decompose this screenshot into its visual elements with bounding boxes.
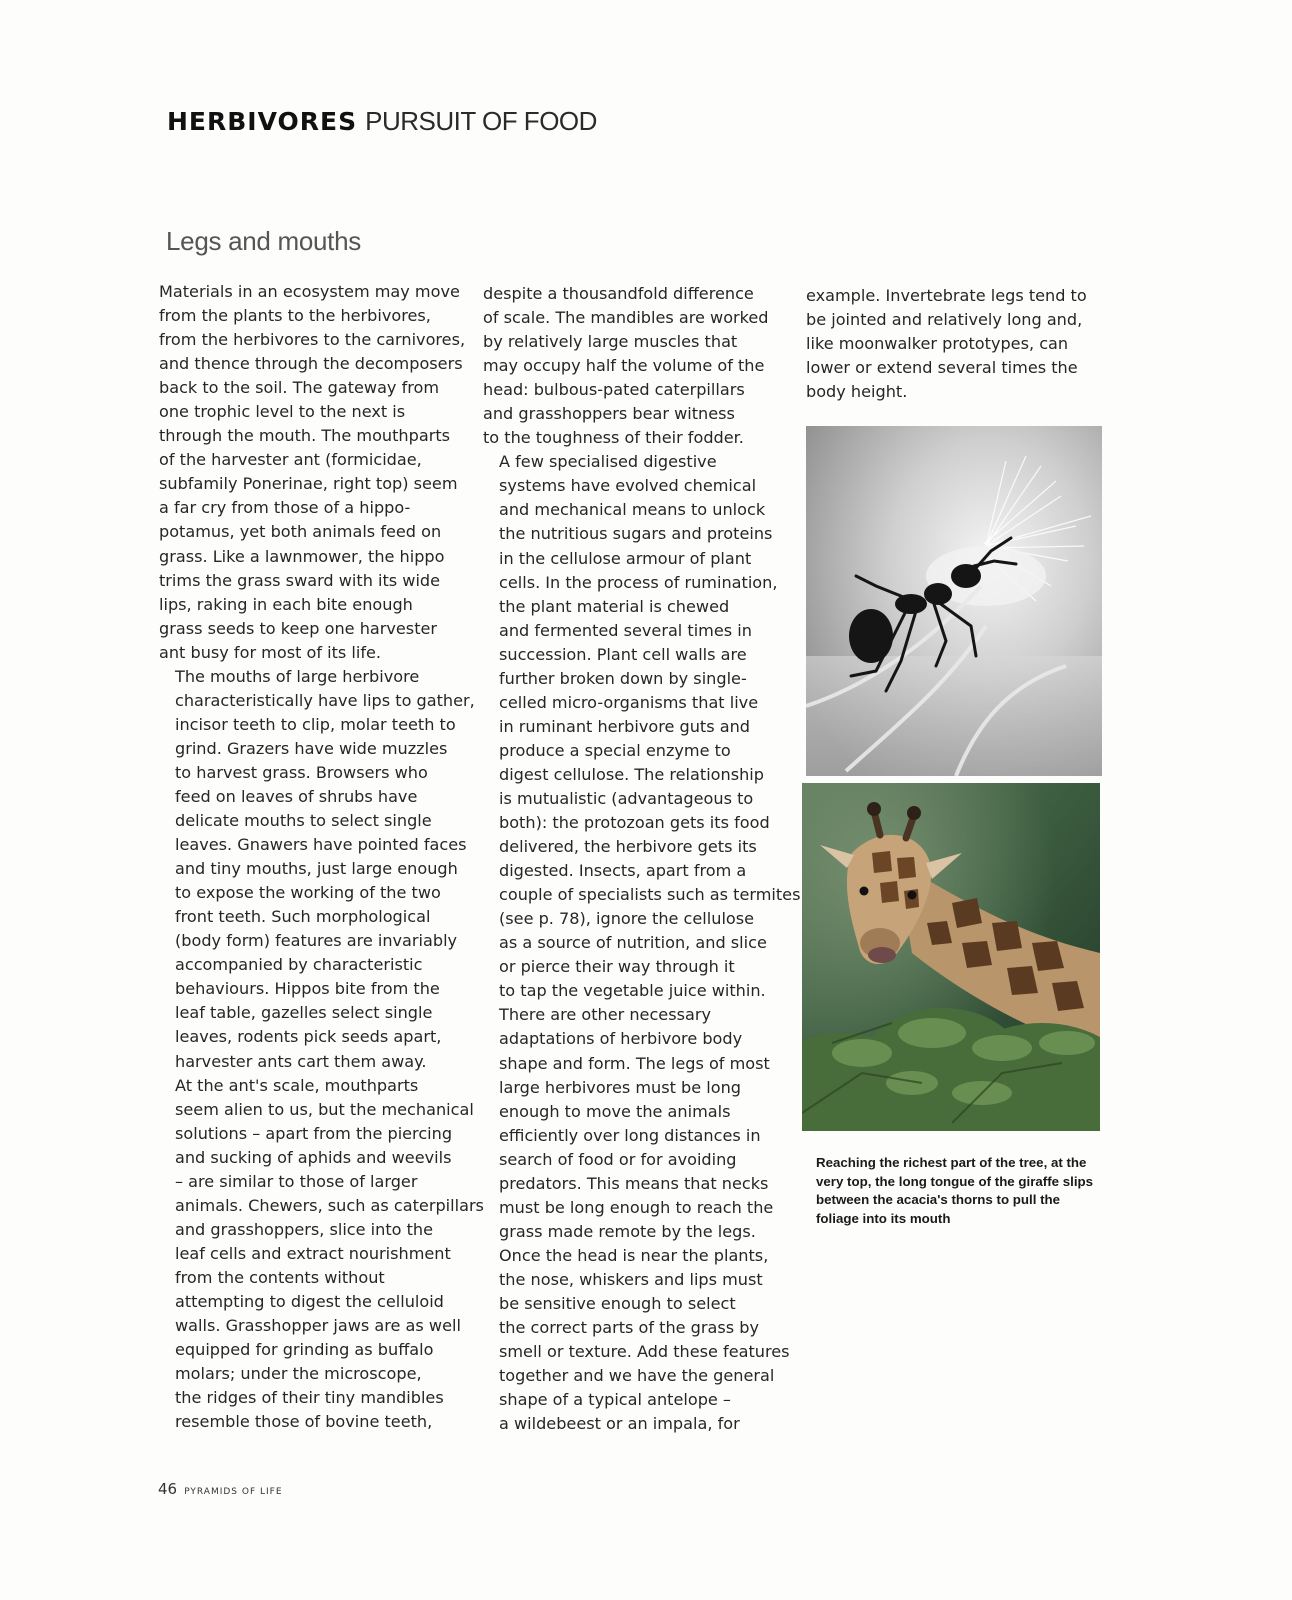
photo-caption: [816, 1154, 1116, 1228]
paragraph: [483, 1003, 788, 1436]
text-line: digested. Insects, apart from a: [499, 861, 747, 881]
text-line: grind. Grazers have wide muzzles: [175, 738, 448, 758]
text-line: predators. This means that necks: [499, 1173, 769, 1193]
text-line: the nose, whiskers and lips must: [499, 1269, 763, 1289]
paragraph: [159, 280, 469, 665]
text-line: must be long enough to reach the: [499, 1197, 774, 1217]
text-line: solutions – apart from the piercing: [175, 1123, 453, 1143]
text-line: search of food or for avoiding: [499, 1149, 737, 1169]
text-line: delicate mouths to select single: [175, 811, 432, 831]
text-line: lower or extend several times the: [806, 358, 1078, 378]
text-line: efficiently over long distances in: [499, 1125, 761, 1145]
text-line: seem alien to us, but the mechanical: [175, 1099, 474, 1119]
text-line: head: bulbous-pated caterpillars: [483, 380, 745, 400]
text-line: incisor teeth to clip, molar teeth to: [175, 714, 456, 734]
text-line: in ruminant herbivore guts and: [499, 716, 751, 736]
text-line: grass made remote by the legs.: [499, 1221, 756, 1241]
text-line: and mechanical means to unlock: [499, 500, 766, 520]
text-line: both): the protozoan gets its food: [499, 813, 770, 833]
text-line: the correct parts of the grass by: [499, 1318, 759, 1338]
text-line: systems have evolved chemical: [499, 476, 757, 496]
text-line: A few specialised digestive: [499, 452, 717, 472]
text-line: leaves, rodents pick seeds apart,: [175, 1027, 442, 1047]
text-line: is mutualistic (advantageous to: [499, 788, 754, 808]
text-line: one trophic level to the next is: [159, 402, 406, 422]
text-column-1: [159, 280, 484, 1434]
text-line: the plant material is chewed: [499, 596, 730, 616]
text-line: animals. Chewers, such as caterpillars: [175, 1195, 484, 1215]
header-section: HERBIVORES: [167, 107, 358, 136]
text-line: behaviours. Hippos bite from the: [175, 979, 440, 999]
paragraph: [483, 450, 801, 1003]
running-header: [167, 108, 597, 134]
text-line: back to the soil. The gateway from: [159, 378, 440, 398]
text-line: The mouths of large herbivore: [175, 666, 420, 686]
text-line: through the mouth. The mouthparts: [159, 426, 451, 446]
text-line: characteristically have lips to gather,: [175, 690, 475, 710]
text-line: – are similar to those of larger: [175, 1171, 418, 1191]
text-column-2: [483, 282, 801, 1436]
text-line: Once the head is near the plants,: [499, 1245, 769, 1265]
text-line: resemble those of bovine teeth,: [175, 1412, 433, 1432]
text-line: enough to move the animals: [499, 1101, 731, 1121]
giraffe-photo: [802, 783, 1100, 1131]
text-line: produce a special enzyme to: [499, 740, 731, 760]
text-line: leaves. Gnawers have pointed faces: [175, 835, 467, 855]
text-line: in the cellulose armour of plant: [499, 548, 752, 568]
text-line: At the ant's scale, mouthparts: [175, 1075, 419, 1095]
text-line: of the harvester ant (formicidae,: [159, 450, 422, 470]
header-subsection: PURSUIT OF FOOD: [365, 106, 597, 136]
text-line: digest cellulose. The relationship: [499, 764, 764, 784]
paragraph: [159, 665, 475, 1074]
text-line: harvester ants cart them away.: [175, 1051, 427, 1071]
text-line: or pierce their way through it: [499, 957, 735, 977]
text-line: grass. Like a lawnmower, the hippo: [159, 546, 445, 566]
text-line: leaf cells and extract nourishment: [175, 1243, 451, 1263]
text-line: molars; under the microscope,: [175, 1364, 422, 1384]
text-line: (see p. 78), ignore the cellulose: [499, 909, 755, 929]
text-line: lips, raking in each bite enough: [159, 594, 413, 614]
text-line: shape and form. The legs of most: [499, 1053, 770, 1073]
text-line: walls. Grasshopper jaws are as well: [175, 1316, 461, 1336]
text-line: subfamily Ponerinae, right top) seem: [159, 474, 458, 494]
text-line: example. Invertebrate legs tend to: [806, 286, 1087, 305]
text-line: like moonwalker prototypes, can: [806, 334, 1069, 354]
text-line: ant busy for most of its life.: [159, 642, 382, 662]
text-line: by relatively large muscles that: [483, 332, 738, 352]
text-line: succession. Plant cell walls are: [499, 644, 747, 664]
text-line: grass seeds to keep one harvester: [159, 618, 438, 638]
paragraph: [483, 282, 788, 450]
paragraph: [159, 1074, 484, 1435]
text-line: delivered, the herbivore gets its: [499, 837, 757, 857]
text-line: to tap the vegetable juice within.: [499, 981, 766, 1001]
text-line: and thence through the decomposers: [159, 354, 463, 374]
caption-line: Reaching the richest part of the tree, at the: [816, 1155, 1087, 1170]
text-line: further broken down by single-: [499, 668, 747, 688]
text-line: a wildebeest or an impala, for: [499, 1414, 740, 1434]
text-line: large herbivores must be long: [499, 1077, 741, 1097]
ant-photo: [806, 426, 1102, 776]
text-line: front teeth. Such morphological: [175, 907, 431, 927]
text-line: Materials in an ecosystem may move: [159, 282, 460, 301]
text-line: from the herbivores to the carnivores,: [159, 330, 466, 350]
caption-line: very top, the long tongue of the giraffe slips: [816, 1173, 1094, 1189]
text-line: adaptations of herbivore body: [499, 1029, 743, 1049]
text-line: and grasshoppers bear witness: [483, 404, 735, 424]
text-line: from the contents without: [175, 1267, 385, 1287]
text-line: a far cry from those of a hippo-: [159, 498, 411, 518]
text-line: to the toughness of their fodder.: [483, 428, 744, 448]
text-line: and grasshoppers, slice into the: [175, 1219, 434, 1239]
text-line: the ridges of their tiny mandibles: [175, 1388, 444, 1408]
page-footer: [158, 1479, 283, 1498]
text-line: the nutritious sugars and proteins: [499, 524, 773, 544]
text-line: and sucking of aphids and weevils: [175, 1147, 452, 1167]
text-line: equipped for grinding as buffalo: [175, 1340, 434, 1360]
text-line: feed on leaves of shrubs have: [175, 786, 418, 806]
text-column-3: [806, 284, 1106, 404]
text-line: leaf table, gazelles select single: [175, 1003, 433, 1023]
text-line: be sensitive enough to select: [499, 1293, 736, 1313]
text-line: celled micro-organisms that live: [499, 692, 759, 712]
caption-line: foliage into its mouth: [816, 1210, 951, 1226]
caption-line: between the acacia's thorns to pull the: [816, 1192, 1061, 1207]
text-line: as a source of nutrition, and slice: [499, 933, 767, 953]
text-line: of scale. The mandibles are worked: [483, 308, 769, 328]
text-line: to expose the working of the two: [175, 883, 441, 903]
paragraph: [806, 284, 1106, 404]
book-title: PYRAMIDS OF LIFE: [184, 1487, 283, 1497]
text-line: and fermented several times in: [499, 620, 752, 640]
text-line: accompanied by characteristic: [175, 955, 423, 975]
section-title: Legs and mouths: [166, 226, 361, 256]
text-line: shape of a typical antelope –: [499, 1390, 731, 1410]
text-line: smell or texture. Add these features: [499, 1342, 790, 1362]
text-line: together and we have the general: [499, 1366, 775, 1386]
text-line: potamus, yet both animals feed on: [159, 522, 442, 542]
text-line: body height.: [806, 382, 908, 402]
text-line: be jointed and relatively long and,: [806, 310, 1083, 330]
text-line: attempting to digest the celluloid: [175, 1291, 444, 1311]
text-line: couple of specialists such as termites: [499, 885, 801, 905]
page-number: 46: [158, 1480, 178, 1498]
text-line: trims the grass sward with its wide: [159, 570, 441, 590]
text-line: to harvest grass. Browsers who: [175, 762, 428, 782]
text-line: There are other necessary: [499, 1005, 711, 1025]
text-line: and tiny mouths, just large enough: [175, 859, 458, 879]
text-line: may occupy half the volume of the: [483, 356, 765, 376]
text-line: cells. In the process of rumination,: [499, 572, 778, 592]
text-line: (body form) features are invariably: [175, 931, 458, 951]
text-line: despite a thousandfold difference: [483, 284, 754, 303]
text-line: from the plants to the herbivores,: [159, 306, 431, 326]
